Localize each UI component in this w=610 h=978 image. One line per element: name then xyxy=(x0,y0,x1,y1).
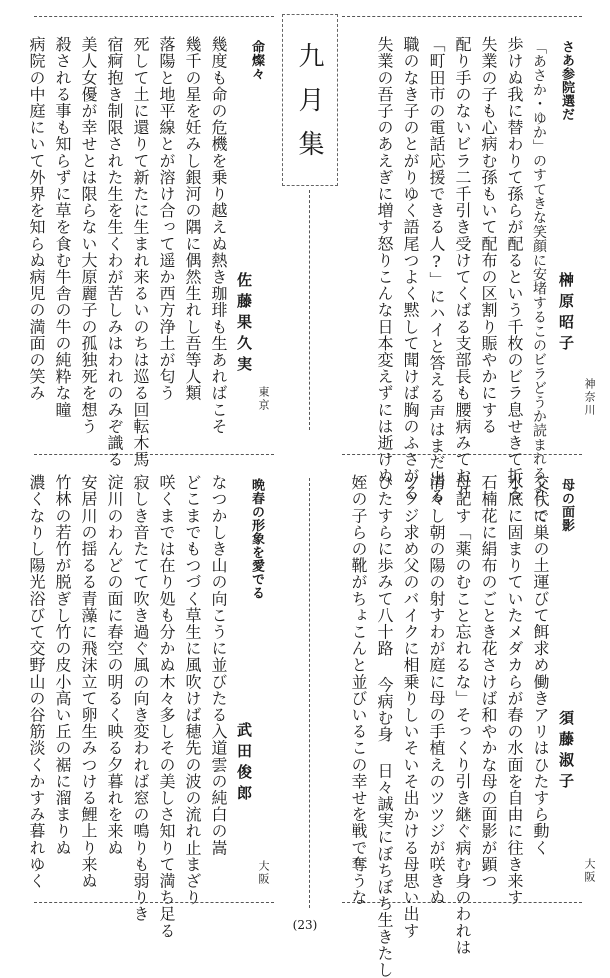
tanka-line: 病院の中庭にいて外界を知らぬ病児の満面の笑み xyxy=(27,36,46,402)
tanka-line: 竹林の若竹が脱ぎし竹の皮小高い丘の裾に溜まりぬ xyxy=(53,474,72,856)
center-column-line xyxy=(309,478,310,908)
tanka-line: 殺される事も知らずに草を食む牛舎の牛の純粋な瞳 xyxy=(53,36,72,418)
tanka-line: 失業の子も心病む孫もいて配布の区割り賑やかにする xyxy=(479,36,498,435)
tanka-line: 水底に固まりていたメダカらが春の水面を自由に往き来す xyxy=(505,474,524,906)
tanka-line: ツツジ求め父のバイクに相乗りしいそいそ出かける母思い出す xyxy=(401,474,420,939)
tanka-line: 咲くまでは在り処も分かぬ木々多しその美しさ知りて満ち足る xyxy=(157,474,176,939)
tanka-line: 母記す「薬のむこと忘れるな」そっくり引き継ぐ病む身のわれは xyxy=(453,474,472,956)
author-place-sakaki: 神奈川 xyxy=(583,378,596,417)
tanka-line: 濃くなりし陽光浴びて交野山の谷筋淡くかすみ暮れゆく xyxy=(27,474,46,889)
author-name-sudo: 須藤淑子 xyxy=(557,710,575,794)
tanka-line: 職のなき子のとがりゆく語尾つよく黙して聞けば胸のふさがる xyxy=(401,36,420,501)
tanka-line: 死して土に還りて新たに生まれ来るいのちは巡る回転木馬 xyxy=(131,36,150,468)
top-right-divider xyxy=(342,16,582,17)
poem-title-sato: 命燦々 xyxy=(249,40,264,81)
tanka-line: 「町田市の電話応援できる人?」にハイと答える声はまだ出る xyxy=(427,36,446,504)
tanka-line: 寂しき音たてて吹き過ぐ風の向き変われば窓の鳴りも弱りき xyxy=(131,474,150,923)
tanka-line: 石楠花に絹布のごとき花さけば和やかな母の面影が顕つ xyxy=(479,474,498,889)
tanka-line: なつかしき山の向こうに並びたる入道雲の純白の嵩 xyxy=(209,474,228,856)
tanka-line: 「あさか・ゆか」のすてきな笑顔に安堵するこのビラどうか読まれるように xyxy=(531,40,547,523)
tanka-line: どこまでもつづく草生に風吹けば穂先の波の流れ止まざり xyxy=(183,474,202,906)
tanka-line: 清々し朝の陽の射すわが庭に母の手植えのツツジが咲きぬ xyxy=(427,474,446,906)
tanka-line: 幾千の星を妊みし銀河の隅に偶然生れし吾等人類 xyxy=(183,36,202,402)
tanka-line: ひたすらに歩みて八十路 今病む身 日々誠実にぼちぼち生きたし xyxy=(375,474,394,978)
tanka-line: 美人女優が幸せとは限らない大原麗子の孤独死を想う xyxy=(79,36,98,435)
author-name-sakaki: 榊原昭子 xyxy=(557,272,575,356)
tanka-line: 幾度も命の危機を乗り越えぬ熱き珈琲も生あればこそ xyxy=(209,36,228,435)
section-heading: 九月集 xyxy=(294,42,324,174)
bottom-left-divider xyxy=(34,902,274,903)
author-name-sato: 佐藤果久実 xyxy=(235,272,253,377)
tanka-line: 宿痾抱き制限された生を生くわが苦しみはわれのみぞ識る xyxy=(105,36,124,468)
tanka-line: 歩けぬ我に替わりて孫らが配るという千枚のビラ息せきて折る xyxy=(505,36,524,501)
center-column-line xyxy=(309,190,310,430)
top-left-divider xyxy=(34,16,274,17)
tanka-line: 淀川のわんどの面に春空の明るく映る夕暮れを来ぬ xyxy=(105,474,124,856)
author-name-takeda: 武田俊郎 xyxy=(235,722,253,806)
tanka-line: 配り手のないビラ二千引き受けてくばる支部長も腰病みており xyxy=(453,36,472,501)
author-place-sudo: 大阪 xyxy=(583,858,596,884)
author-place-sato: 東京 xyxy=(257,386,270,412)
tanka-line: 落陽と地平線とが溶け合って遥か西方浄土が匂う xyxy=(157,36,176,402)
tanka-line: 姪の子らの靴がちょこんと並びいるこの幸せを戦で奪うな xyxy=(349,474,368,906)
tanka-line: 失業の吾子のあえぎに増す怒りこんな日本変えずには逝けぬ xyxy=(375,36,394,485)
poem-title-takeda: 晩春の形象を愛でる xyxy=(249,478,264,600)
author-place-takeda: 大阪 xyxy=(257,860,270,886)
page-number: (23) xyxy=(292,918,318,932)
middle-left-divider xyxy=(34,454,274,455)
tanka-line: 交代で巣の土運びて餌求め働きアリはひたすら動く xyxy=(531,474,550,856)
poem-title-sudo: 母の面影 xyxy=(559,478,574,532)
tanka-line: 安居川の揺るる青藻に飛沫立て卵生みつける鯉上り来ぬ xyxy=(79,474,98,889)
poem-title-sakaki: さあ参院選だ xyxy=(559,40,574,121)
